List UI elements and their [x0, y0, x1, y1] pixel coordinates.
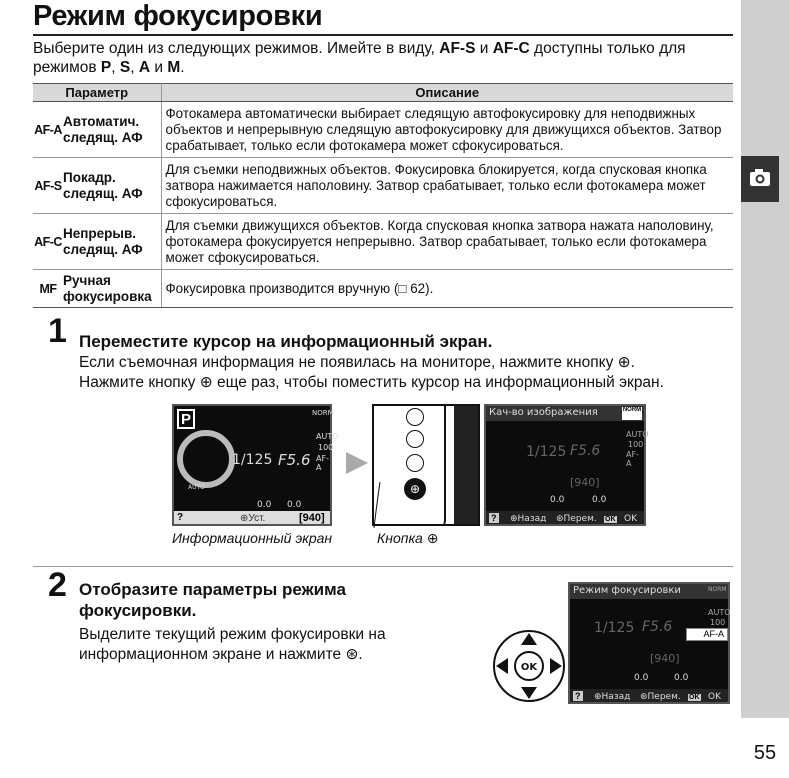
shots-remaining: [940]	[650, 652, 680, 665]
auto-label: AUTO	[188, 484, 205, 491]
aperture-value: F5.6	[570, 443, 601, 459]
table-row	[33, 270, 733, 308]
step-title: Отобразите параметры режима	[79, 580, 346, 599]
page-number: 55	[753, 742, 777, 764]
chapter-tab	[741, 156, 779, 202]
step-number: 2	[48, 566, 67, 604]
screen-header: Кач-во изображения	[489, 407, 598, 418]
help-button-icon	[406, 408, 424, 426]
mode-name: Непрерыв. следящ. АФ	[63, 214, 161, 270]
dial-center-label: OK	[520, 662, 538, 673]
mode-name: Автоматич. следящ. АФ	[63, 102, 161, 158]
flash-comp: 0.0	[674, 673, 689, 683]
section-divider	[33, 566, 733, 567]
info-display-screen	[172, 404, 339, 526]
camera-icon	[741, 156, 779, 202]
iso-setting: 100	[628, 440, 644, 449]
ok-hint: OK	[708, 692, 721, 702]
help-icon: ?	[491, 513, 497, 523]
shots-remaining: [940]	[570, 476, 600, 489]
mode-code: AF-A	[33, 102, 63, 158]
column-header-param: Параметр	[33, 84, 161, 102]
chapter-sidebar	[741, 0, 789, 718]
mode-code: AF-C	[33, 214, 63, 270]
mode-code: MF	[33, 270, 63, 308]
ok-icon: OK	[605, 516, 616, 523]
af-setting: AF-A	[626, 450, 639, 468]
mode-indicator: P	[177, 409, 195, 429]
table-row	[33, 158, 733, 214]
mode-desc: Фокусировка производится вручную (□ 62).	[161, 270, 733, 308]
screen-header: Режим фокусировки	[573, 585, 681, 596]
focus-mode-table	[33, 83, 733, 308]
quality-setting: NORM	[708, 586, 727, 593]
aperture-value: F5.6	[642, 619, 673, 635]
wb-setting: AUTO	[316, 432, 339, 441]
caption-info-button: Кнопка ⊕	[377, 530, 439, 546]
wb-setting: AUTO	[708, 608, 731, 617]
shots-remaining: [940]	[299, 512, 325, 524]
shutter-speed: 1/125	[232, 452, 273, 468]
step-title: фокусировки.	[79, 601, 197, 620]
step-text: Нажмите кнопку ⊕ еще раз, чтобы поместить курсор на информационный экран.	[79, 374, 664, 391]
mode-name: Покадр. следящ. АФ	[63, 158, 161, 214]
shutter-speed: 1/125	[594, 620, 635, 636]
quality-setting: NORM	[312, 409, 334, 417]
info-button-icon: ⊕	[404, 478, 426, 500]
step-number: 1	[48, 312, 67, 350]
page-title: Режим фокусировки	[33, 0, 323, 32]
step-text: информационном экране и нажмите ⊛.	[79, 646, 363, 663]
mode-desc: Для съемки неподвижных объектов. Фокусировка блокируется, когда спусковая кнопка затвора нажимается наполовину. Затвор срабатывает, только если фотокамера может сфокусироваться.	[161, 158, 733, 214]
zoom-out-button-icon	[406, 430, 424, 448]
column-header-desc: Описание	[161, 84, 733, 102]
wb-setting: AUTO	[626, 430, 649, 439]
iso-setting: 100	[318, 443, 334, 452]
help-icon: ?	[177, 512, 184, 523]
back-hint: ⊕Назад	[594, 692, 631, 702]
iso-setting: 100	[710, 618, 726, 627]
back-hint: ⊕Назад	[510, 514, 547, 524]
mode-name: Ручная фокусировка	[63, 270, 161, 308]
caption-info-screen: Информационный экран	[172, 530, 333, 546]
title-underline	[33, 34, 733, 36]
exposure-comp: 0.0	[634, 673, 649, 683]
move-hint: ⊛Перем.	[556, 514, 597, 524]
quality-highlight: NORM	[622, 407, 642, 420]
multi-selector-icon	[492, 629, 566, 703]
mode-code: AF-S	[33, 158, 63, 214]
help-icon: ?	[575, 691, 581, 701]
monitor-edge	[454, 406, 480, 526]
ok-hint: OK	[624, 514, 637, 524]
zoom-in-button-icon	[406, 454, 424, 472]
af-setting-highlight: AF-A	[686, 628, 728, 641]
set-hint: ⊕Уст.	[240, 513, 266, 524]
quality-menu-screen	[484, 404, 649, 526]
af-setting: AF-A	[316, 454, 329, 472]
move-hint: ⊛Перем.	[640, 692, 681, 702]
callout-line	[370, 480, 400, 530]
step-text: Если съемочная информация не появилась на мониторе, нажмите кнопку ⊕.	[79, 354, 635, 371]
step-title: Переместите курсор на информационный экран.	[79, 332, 493, 351]
ok-icon: OK	[689, 694, 700, 701]
exposure-comp: 0.0	[550, 495, 565, 505]
table-row	[33, 214, 733, 270]
arrow-right-icon	[344, 450, 370, 476]
exposure-comp: 0.0	[257, 500, 272, 510]
table-row	[33, 102, 733, 158]
flash-comp: 0.0	[592, 495, 607, 505]
step-text: Выделите текущий режим фокусировки на	[79, 626, 386, 643]
mode-desc: Фотокамера автоматически выбирает следящую автофокусировку для неподвижных объектов и непрерывную следящую автофокусировку для движущихся объектов. Затвор срабатывает, только если фотокамера может сфокусироваться.	[161, 102, 733, 158]
intro-text: Выберите один из следующих режимов. Имейте в виду, AF-S и AF-C доступны только для режимов P, S, A и M.	[33, 40, 686, 76]
mode-desc: Для съемки движущихся объектов. Когда спусковая кнопка затвора нажата наполовину, фотокамера фокусируется непрерывно. Затвор срабатывает, только если фотокамера может сфокусироваться.	[161, 214, 733, 270]
flash-comp: 0.0	[287, 500, 302, 510]
focus-mode-screen	[568, 582, 730, 704]
aperture-value: F5.6	[278, 451, 311, 469]
shutter-speed: 1/125	[526, 444, 567, 460]
aperture-gauge	[177, 430, 235, 488]
